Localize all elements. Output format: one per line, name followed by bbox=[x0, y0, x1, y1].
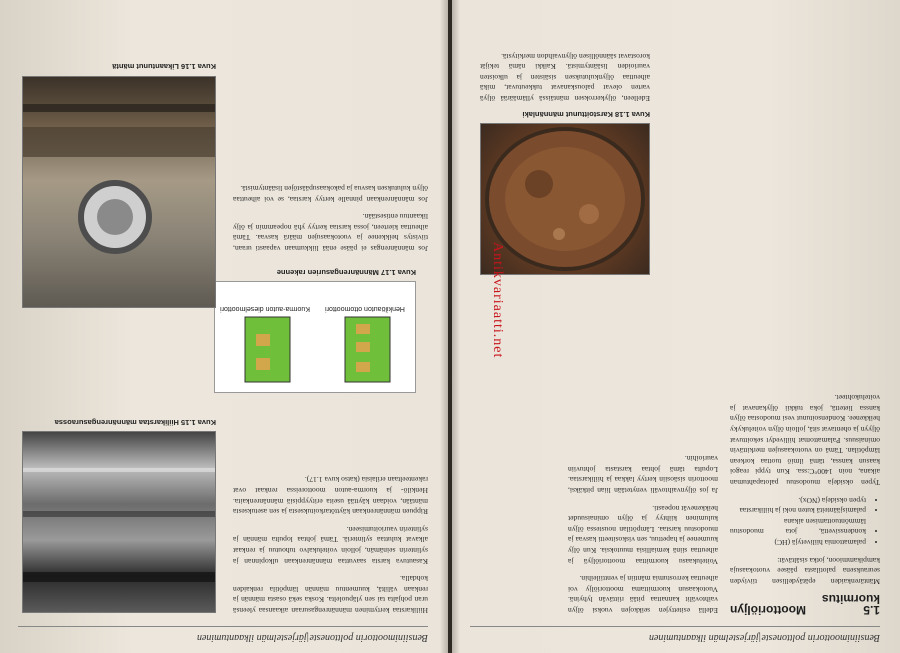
paragraph: Rippuen männänrenkaan käyttötarkoituksesta ja sen asetuksesta mäntään, voidaan käyttää useita erityyppisiä männänrenkaita. Henkilö- ja kuorma-auton moottoreissa renkaat ovat rakenteeltaan erilaisia (katso kuva 1.17). bbox=[233, 475, 428, 517]
list-item: • typen oksideja (NOx). bbox=[730, 494, 866, 505]
diagram-label-car: Henkilöauton ottomoottori bbox=[325, 305, 405, 312]
ring-groove-diagram bbox=[214, 281, 416, 393]
watermark: Antikvariaatti.net bbox=[490, 242, 505, 359]
book-gutter bbox=[440, 0, 460, 653]
paragraph: Ja jos öljynvaihtoväli venytetään liian pitkäksi, moottorin sisäosiin kertyy lakkaa ja hiilikarstaa. Lopulta tämä johtaa karstasta johtuviin vaurioihin. bbox=[568, 454, 718, 496]
running-rule bbox=[18, 626, 428, 627]
figure-caption: Kuva 1.17 Männänrengasurien rakenne bbox=[276, 268, 416, 277]
paragraph: Jos männänrengas ei pääse enää liikkumaan vapaasti uraan, tiivistys heikkenee ja vuotokaasujen määrä kasvaa. Tämä aiheuttaa kierteen, jossa karstaa kertyy yhä nopeammin ja öljy likaantuu entisestään. bbox=[233, 212, 428, 253]
right-page bbox=[0, 0, 448, 653]
figure-caption: Kuva 1.15 Hiilikarstaa männänrengasuraossa bbox=[54, 418, 216, 427]
figure-caption: Kuva 1.16 Likaantunut mäntä bbox=[112, 62, 216, 71]
carbonized-piston-photo bbox=[480, 123, 650, 275]
figure-side-text bbox=[480, 43, 650, 103]
list-item: • palamattomia hiilivetyjä (HC) bbox=[730, 536, 866, 547]
left-column-2 bbox=[568, 446, 718, 615]
paragraph: Edelleen, öljykerroksen mäntäissä yllämäärää öljyä varten olevat palouskanavat tukkeutuvat, mikä aiheuttaa öljynkulutuksen sisäisten ja ulkoisten vaurioiden lisääntymistä. Kaikki nämä tekijät korostavat säännöllisen öljynvaihdon merkitystä. bbox=[480, 51, 650, 103]
diagram-label-truck: Kuorma-auton dieselmoottori bbox=[220, 305, 310, 312]
piston-crown-illustration bbox=[481, 124, 649, 274]
paragraph: Typen oksideja muodostuu palotapahtuman aikana, noin 1400°C:ssa. Kun typpi reagoi kaasun kanssa, tämä ilmiö tuottaa korkean lämpötilan. Tämä on vuotokaasujen merkittävin ominaisuus. Palamattomat hiilivedyt sekoittuvat öljyyn ja ohentavat sitä, jolloin öljyn voitelukyky heikkenee. Kondensoitunut vesi muodostaa öljyn kanssa lietettä, joka tukkii öljykanavat ja voitelukohteet. bbox=[730, 393, 880, 488]
piston-illustration bbox=[23, 77, 215, 307]
list-item: • palamisjäänteitä kuten noki ja hiilikarstaa bbox=[730, 505, 866, 516]
left-page bbox=[452, 0, 900, 653]
ring-groove-carbon-photo bbox=[22, 431, 216, 613]
paragraph: Hiilikarstaa kertyminen männänrengasuraan aikaansaa yleensä uran pohjalta tai sen yläpuolelta. Koska sekä osasta männän ja renkaan väliltä, kuumentuu männän lämpötila renkaiden kohdalla. bbox=[233, 574, 428, 615]
figure-caption: Kuva 1.18 Karstoittunut männänlaki bbox=[522, 110, 650, 119]
left-column-1 bbox=[730, 385, 880, 615]
list-item: • kondenssivettä, jota muodostuu lämmöntuottamisen aikana bbox=[730, 515, 866, 536]
right-column-1 bbox=[233, 467, 428, 615]
bullet-list bbox=[730, 494, 866, 547]
paragraph: Mäntärenkaiden epätäydellisen tiiviyden seurauksena palotilasta pääsee vuotokaasuja kampikammioon, jotka sisältävät: bbox=[730, 555, 880, 586]
right-column-2 bbox=[233, 175, 428, 253]
paragraph: Edellä esitettyjen seikkojen vuoksi öljyn vaihtovälit kannattaa pitää riittävän lyhyinä. Vuotokaasun kuormittama moottoriöljy voi aiheuttaa kerrostumia mäntiin ja venttiileihin. bbox=[568, 574, 718, 615]
ring-groove-structure-illustration bbox=[215, 282, 415, 392]
dirty-piston-photo bbox=[22, 76, 216, 308]
paragraph: Jos männänrenkaan pinnalle kertyy karstaa, se voi aiheuttaa öljyn kulutuksen kasvua ja pakokaasupäästöjen lisääntymistä. bbox=[233, 184, 428, 204]
running-head-right: Bensiinimoottorin polttoneste|järjestelmän ilkaantuminen bbox=[196, 632, 428, 643]
section-title: 1.5 Moottoriöljyn kuormitus bbox=[730, 592, 880, 617]
paragraph: Kasautuva karsta saavuttaa männänrenkaan ulkopinnan ja sylinterin seinämän, jolloin voitelukalvo tuhoutuu ja renkaat alkavat kuluttaa sylinteriä. Tämä johtaa lopulta männän ja sylinterin vaurioitumiseen. bbox=[233, 524, 428, 566]
ring-groove-illustration bbox=[23, 432, 215, 612]
running-rule bbox=[470, 626, 880, 627]
paragraph: Voitelukaasu kuormittaa moottoriöljyä ja aiheuttaa siinä kemiallisia muutoksia. Kun öljy kuumenee ja hapettuu, sen viskositeetti kasvaa ja muodostuu karstaa. Lämpötilan noustessa öljyn kuluminen kiihtyy ja öljyn ominaisuudet heikkenevät nopeasti. bbox=[568, 503, 718, 566]
running-head-left: Bensiinimoottorin polttoneste|järjestelmän ilkaantuminen bbox=[648, 632, 880, 643]
